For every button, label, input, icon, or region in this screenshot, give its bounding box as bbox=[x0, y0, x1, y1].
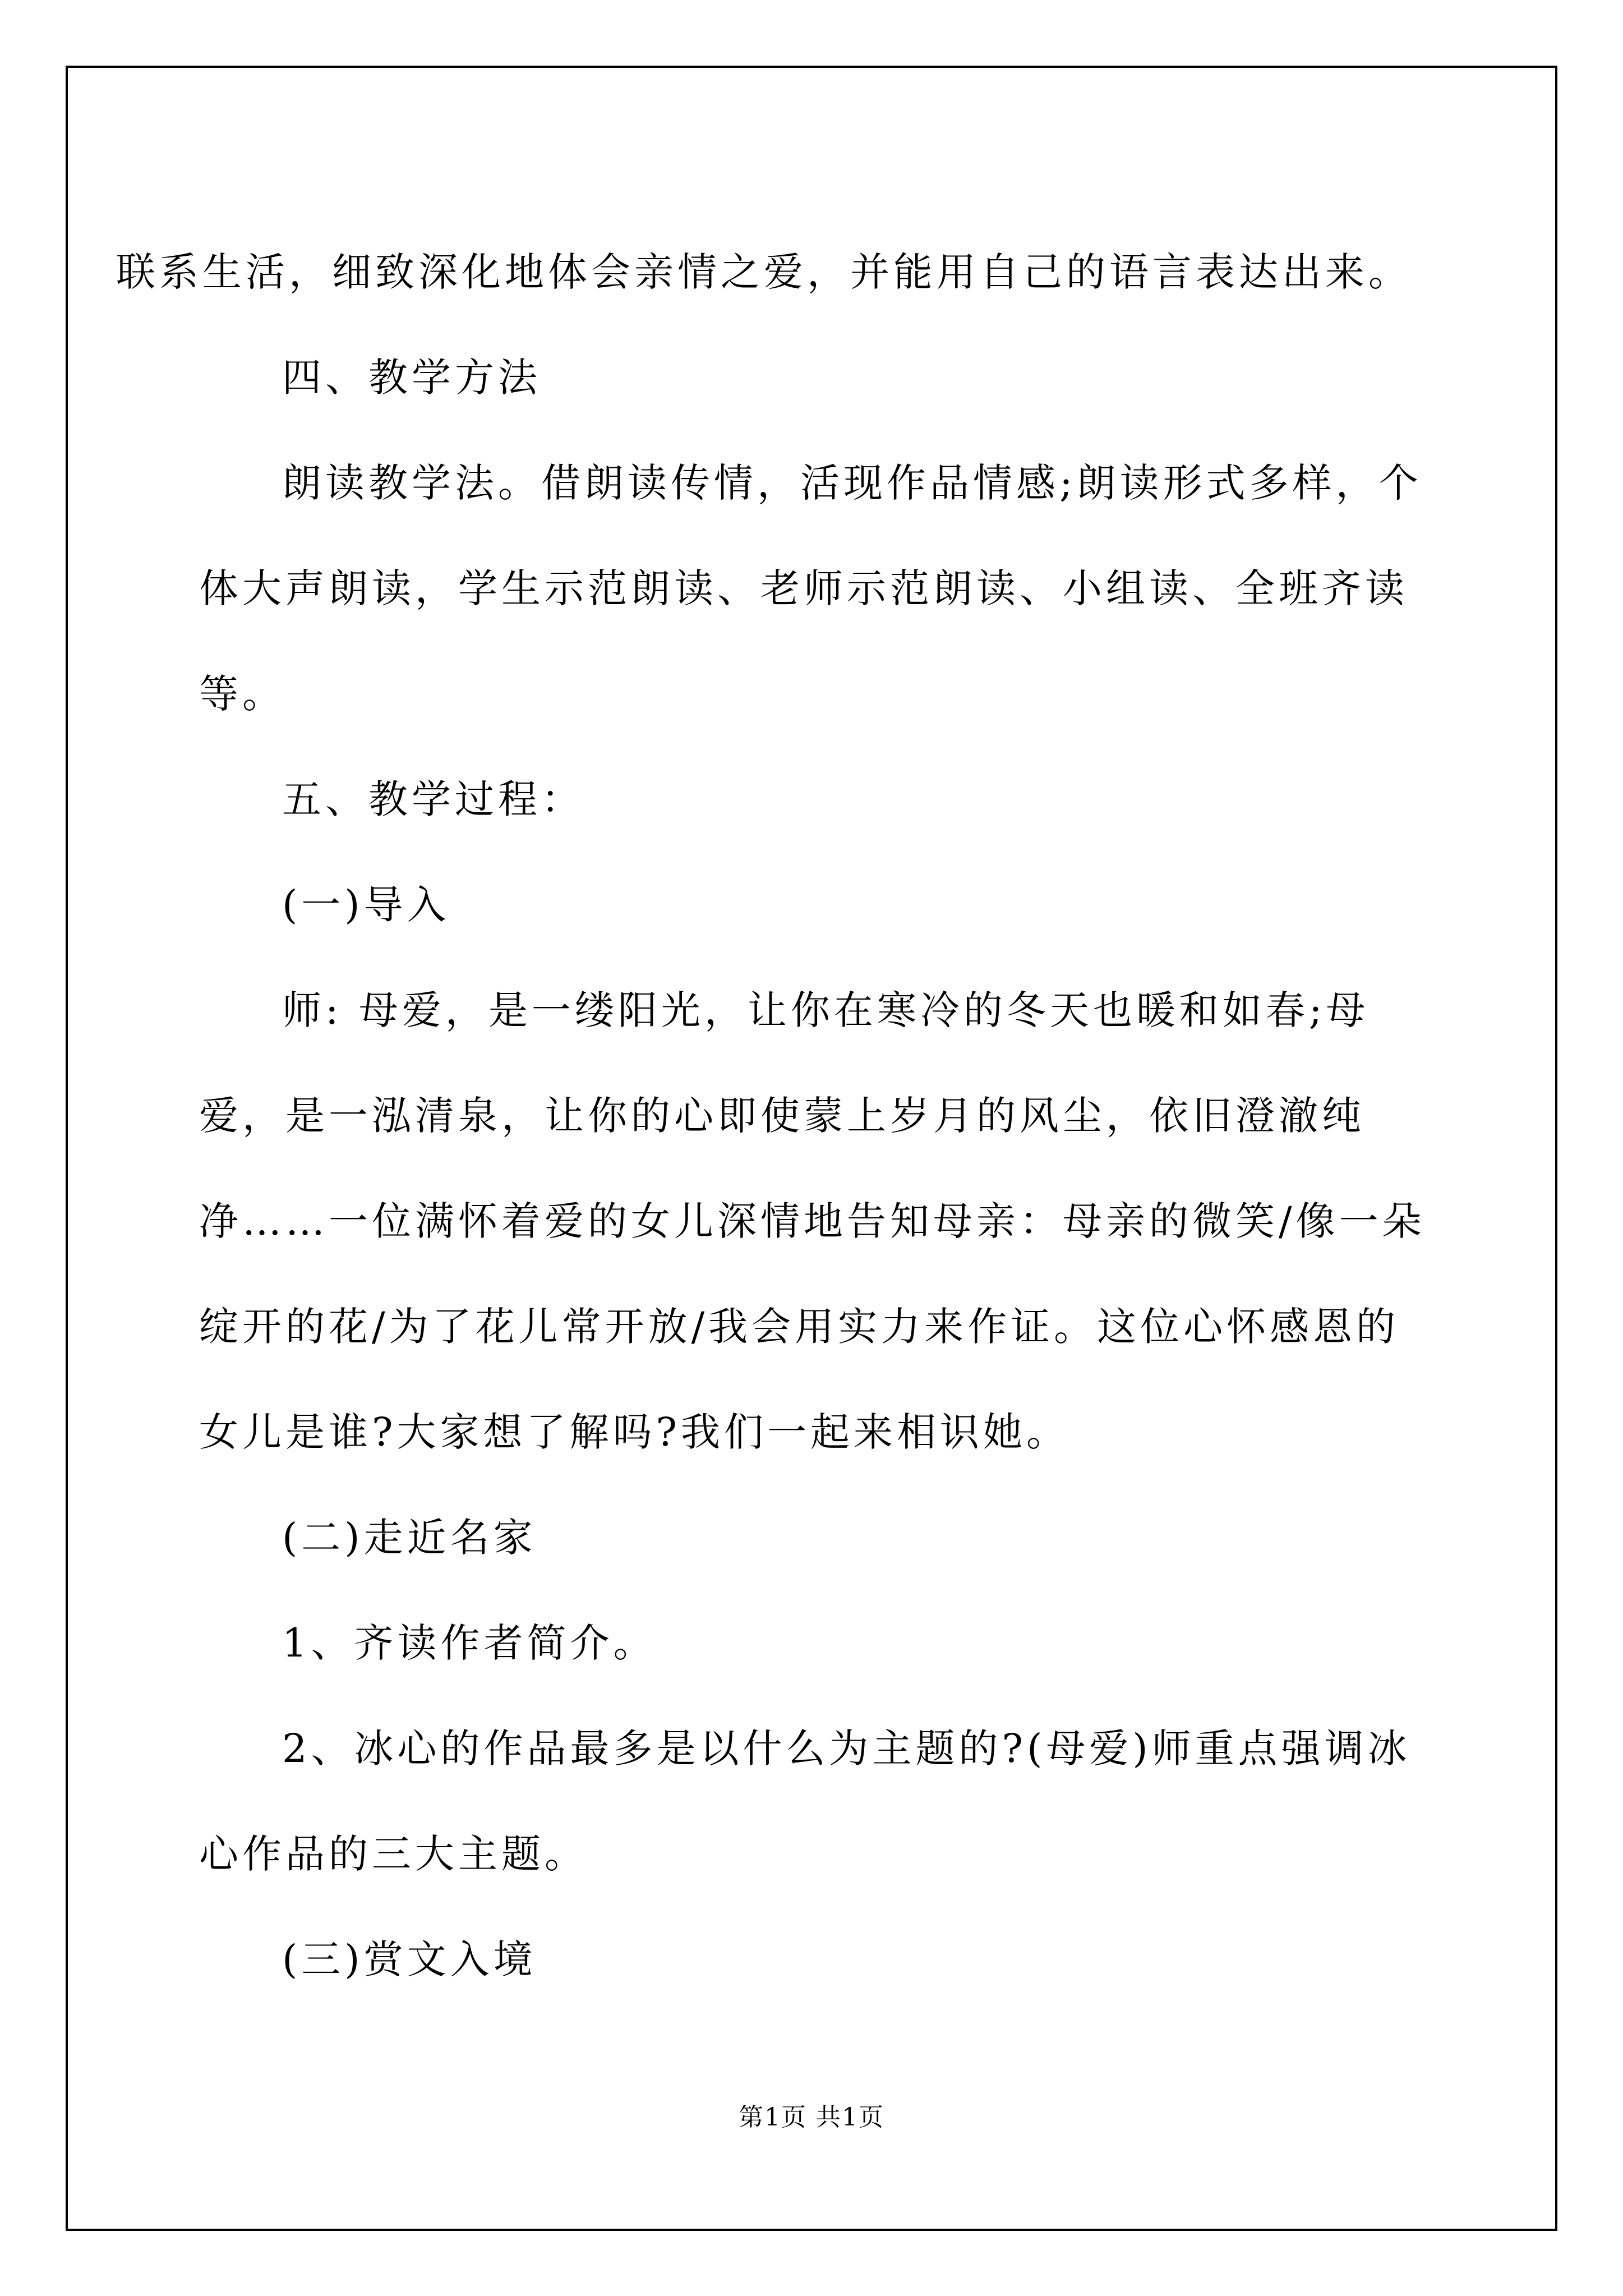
paragraph-reading-method: 朗读教学法。借朗读传情，活现作品情感;朗读形式多样，个体大声朗读，学生示范朗读、老师示范朗读、小组读、全班齐读等。 bbox=[199, 460, 1422, 717]
list-item-2: 2、冰心的作品最多是以什么为主题的?(母爱)师重点强调冰心作品的三大主题。 bbox=[199, 1726, 1411, 1877]
paragraph-continuation: 联系生活，细致深化地体会亲情之爱，并能用自己的语言表达出来。 bbox=[116, 249, 1412, 295]
subheading-meet-author: (二)走近名家 bbox=[282, 1515, 537, 1561]
list-item-1: 1、齐读作者简介。 bbox=[282, 1620, 657, 1666]
subheading-appreciation: (三)赏文入境 bbox=[282, 1936, 537, 1982]
heading-teaching-process: 五、教学过程： bbox=[282, 776, 584, 822]
subheading-introduction: (一)导入 bbox=[282, 882, 450, 928]
heading-teaching-method: 四、教学方法 bbox=[282, 355, 541, 401]
paragraph-teacher-intro: 师: 母爱，是一缕阳光，让你在寒冷的冬天也暖和如春;母爱，是一泓清泉，让你的心即使蒙上岁月的风尘，依旧澄澈纯净……一位满怀着爱的女儿深情地告知母亲：母亲的微笑/像一朵绽开的花/为了花儿常开放/我会用实力来作证。这位心怀感恩的女儿是谁?大家想了解吗?我们一起来相识她。 bbox=[199, 987, 1426, 1455]
document-body bbox=[116, 219, 1426, 2012]
page-footer: 第1页 共1页 bbox=[739, 2103, 884, 2132]
